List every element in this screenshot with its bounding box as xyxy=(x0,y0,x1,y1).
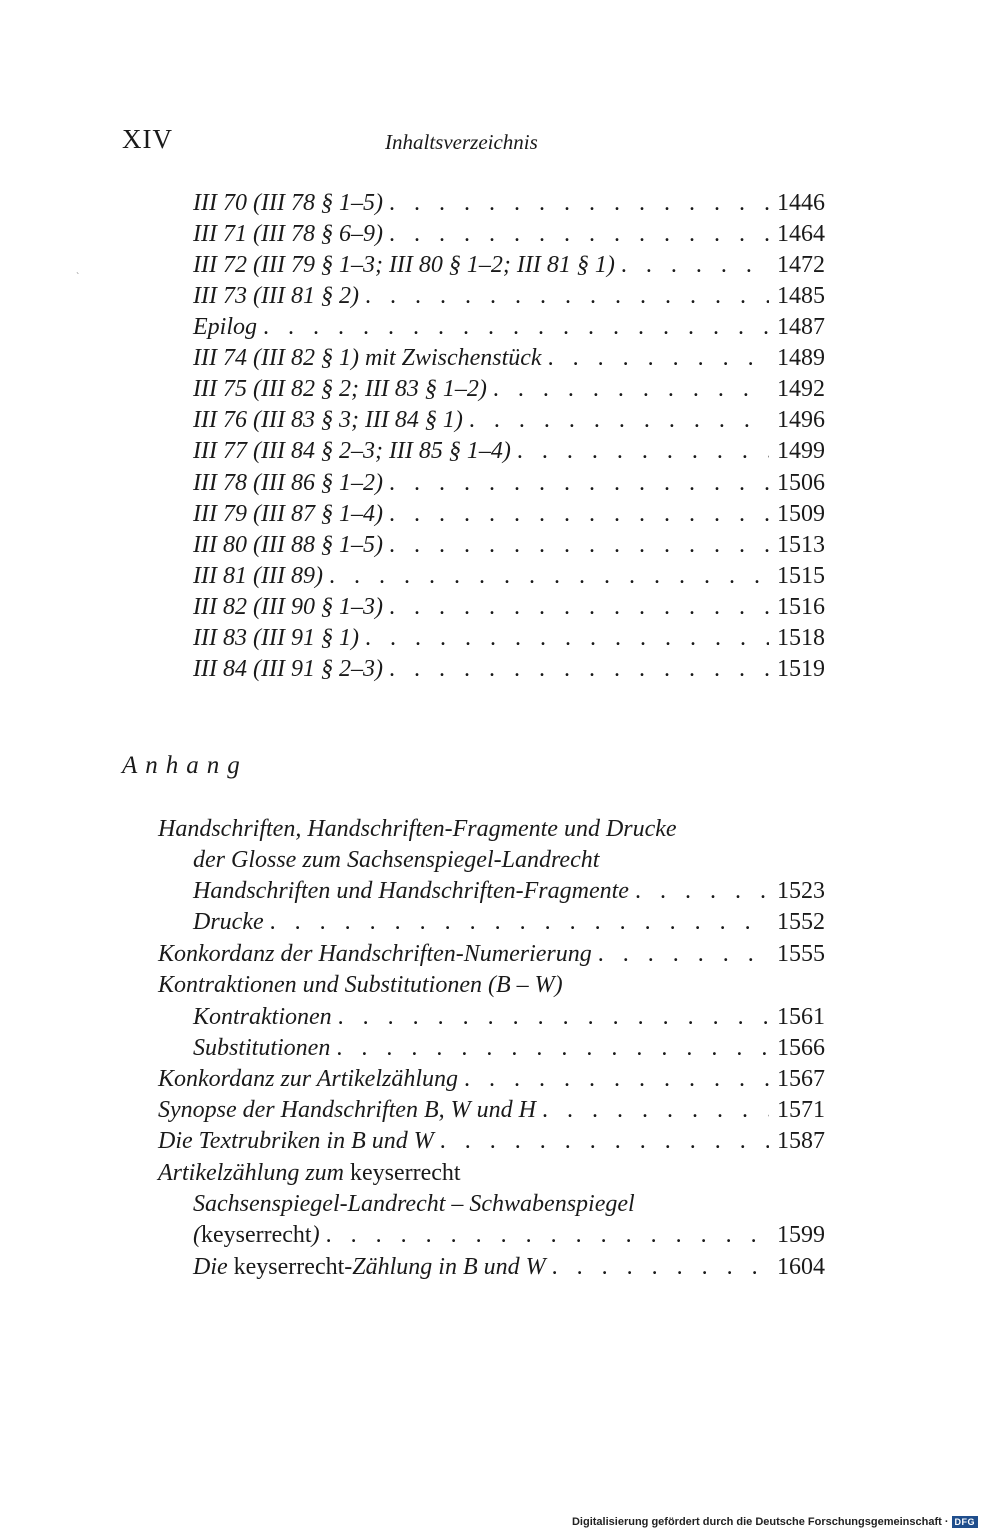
toc-entry-page: 1518 xyxy=(777,625,825,651)
dot-leader xyxy=(552,1252,769,1283)
toc-entry xyxy=(193,623,825,654)
toc-entry xyxy=(158,814,825,845)
toc-entry-label: Drucke xyxy=(193,909,264,935)
toc-entry xyxy=(193,907,825,938)
toc-entry xyxy=(193,1189,825,1220)
toc-entry xyxy=(193,654,825,685)
toc-entry-label: III 71 (III 78 § 6–9) xyxy=(193,221,383,247)
toc-entry-page: 1566 xyxy=(777,1035,825,1061)
dot-leader xyxy=(338,1002,769,1033)
toc-entry-label: III 70 (III 78 § 1–5) xyxy=(193,190,383,216)
toc-entry-page: 1516 xyxy=(777,594,825,620)
dot-leader xyxy=(389,499,769,530)
dot-leader xyxy=(464,1064,769,1095)
dot-leader xyxy=(389,219,769,250)
toc-entry-page: 1604 xyxy=(777,1254,825,1280)
toc-entry xyxy=(193,436,825,467)
toc-entry-label: III 83 (III 91 § 1) xyxy=(193,625,359,651)
toc-entry-label: Kontraktionen xyxy=(193,1004,332,1030)
toc-entry-page: 1561 xyxy=(777,1004,825,1030)
toc-entry xyxy=(158,970,825,1001)
toc-entry xyxy=(193,405,825,436)
toc-entry-label xyxy=(158,1158,467,1189)
dfg-logo: DFG xyxy=(952,1516,979,1528)
appendix-heading: Anhang xyxy=(122,752,248,779)
dot-leader xyxy=(635,876,769,907)
dot-leader xyxy=(365,623,769,654)
toc-entry-page: 1485 xyxy=(777,283,825,309)
toc-entry xyxy=(193,468,825,499)
toc-entry-page: 1446 xyxy=(777,190,825,216)
toc-entry-page: 1515 xyxy=(777,563,825,589)
toc-entry-label xyxy=(193,1252,552,1283)
dot-leader xyxy=(389,468,769,499)
dot-leader xyxy=(365,281,769,312)
toc-entry-label: III 77 (III 84 § 2–3; III 85 § 1–4) xyxy=(193,438,511,464)
toc-entry-page: 1489 xyxy=(777,345,825,371)
toc-entry-label: III 82 (III 90 § 1–3) xyxy=(193,594,383,620)
dot-leader xyxy=(326,1220,769,1251)
toc-entry-label: Handschriften, Handschriften-Fragmente und Drucke xyxy=(158,816,677,842)
toc-entry xyxy=(193,188,825,219)
dot-leader xyxy=(389,530,769,561)
toc-entry-page: 1567 xyxy=(777,1066,825,1092)
toc-entry xyxy=(193,845,825,876)
toc-entry-page: 1587 xyxy=(777,1128,825,1154)
toc-entry xyxy=(158,939,825,970)
dot-leader xyxy=(598,939,769,970)
toc-entry-label-part: ) xyxy=(311,1222,320,1248)
toc-entry-label: Konkordanz zur Artikelzählung xyxy=(158,1066,459,1092)
toc-entry xyxy=(193,592,825,623)
toc-entry xyxy=(193,281,825,312)
dot-leader xyxy=(389,188,769,219)
dot-leader xyxy=(548,343,769,374)
dot-leader xyxy=(621,250,769,281)
dot-leader xyxy=(389,654,769,685)
dot-leader xyxy=(263,312,769,343)
toc-entry-label: III 76 (III 83 § 3; III 84 § 1) xyxy=(193,407,463,433)
toc-entry xyxy=(193,374,825,405)
margin-mark: ` xyxy=(76,272,80,283)
toc-entry-page: 1506 xyxy=(777,470,825,496)
toc-entry-label: Epilog xyxy=(193,314,257,340)
toc-entry-label: Konkordanz der Handschriften-Numerierung xyxy=(158,941,592,967)
toc-entry xyxy=(193,530,825,561)
page-number: XIV xyxy=(122,124,173,154)
toc-entry-label: III 78 (III 86 § 1–2) xyxy=(193,470,383,496)
toc-entry-page: 1519 xyxy=(777,656,825,682)
toc-entry-label: Substitutionen xyxy=(193,1035,331,1061)
toc-entry xyxy=(158,1095,825,1126)
dot-leader xyxy=(542,1095,769,1126)
toc-entry-label: der Glosse zum Sachsenspiegel-Landrecht xyxy=(193,847,600,873)
toc-entry-page: 1552 xyxy=(777,909,825,935)
toc-entry xyxy=(193,343,825,374)
toc-entry-label-roman: keyserrecht xyxy=(233,1254,345,1280)
toc-entry-label: Handschriften und Handschriften-Fragmente xyxy=(193,878,629,904)
toc-entry-page: 1492 xyxy=(777,376,825,402)
toc-entry-page: 1513 xyxy=(777,532,825,558)
toc-entry xyxy=(193,219,825,250)
toc-entry-label: III 74 (III 82 § 1) mit Zwischenstück xyxy=(193,345,542,371)
dot-leader xyxy=(517,436,769,467)
toc-entry-label-part: Die xyxy=(193,1254,234,1280)
toc-entry xyxy=(193,312,825,343)
toc-entry xyxy=(193,499,825,530)
toc-entry-label-roman: keyserrecht xyxy=(201,1222,312,1248)
toc-entry xyxy=(193,561,825,592)
toc-entry xyxy=(193,1252,825,1283)
toc-entry-label: III 73 (III 81 § 2) xyxy=(193,283,359,309)
toc-entry-page: 1571 xyxy=(777,1097,825,1123)
dot-leader xyxy=(389,592,769,623)
toc-entry-label-roman: keyserrecht xyxy=(350,1160,461,1186)
running-title: Inhaltsverzeichnis xyxy=(385,130,538,154)
dot-leader xyxy=(336,1033,769,1064)
digitization-text: Digitalisierung gefördert durch die Deutsche Forschungsgemeinschaft · xyxy=(571,1516,949,1528)
toc-entry-page: 1496 xyxy=(777,407,825,433)
toc-entry-page: 1555 xyxy=(777,941,825,967)
toc-entry-label: III 72 (III 79 § 1–3; III 80 § 1–2; III 81 § 1) xyxy=(193,252,615,278)
toc-entry xyxy=(193,876,825,907)
toc-entry-page: 1523 xyxy=(777,878,825,904)
toc-entry-label: Synopse der Handschriften B, W und H xyxy=(158,1097,536,1123)
toc-entry-label: III 75 (III 82 § 2; III 83 § 1–2) xyxy=(193,376,487,402)
toc-entry xyxy=(193,1002,825,1033)
toc-entry xyxy=(158,1064,825,1095)
dot-leader xyxy=(270,907,769,938)
toc-entry-page: 1499 xyxy=(777,438,825,464)
toc-entry-label-part: ( xyxy=(193,1222,201,1248)
toc-entry xyxy=(193,1033,825,1064)
dot-leader xyxy=(329,561,769,592)
toc-entry xyxy=(158,1126,825,1157)
toc-entry-page: 1509 xyxy=(777,501,825,527)
dot-leader xyxy=(469,405,769,436)
toc-entry xyxy=(158,1158,825,1189)
toc-entry-page: 1472 xyxy=(777,252,825,278)
toc-entry-page: 1464 xyxy=(777,221,825,247)
toc-entry-label: III 80 (III 88 § 1–5) xyxy=(193,532,383,558)
toc-entry-label: Sachsenspiegel-Landrecht – Schwabenspiegel xyxy=(193,1191,635,1217)
toc-entry-label: III 84 (III 91 § 2–3) xyxy=(193,656,383,682)
toc-entry-label-part: Artikelzählung zum xyxy=(158,1160,350,1186)
dot-leader xyxy=(440,1126,769,1157)
toc-entry-label: III 81 (III 89) xyxy=(193,563,323,589)
toc-entry-label: III 79 (III 87 § 1–4) xyxy=(193,501,383,527)
toc-entry-page: 1487 xyxy=(777,314,825,340)
toc-entry-label xyxy=(193,1220,326,1251)
toc-entry xyxy=(193,1220,825,1251)
toc-entry-label: Die Textrubriken in B und W xyxy=(158,1128,434,1154)
digitization-banner xyxy=(572,1516,978,1528)
dot-leader xyxy=(493,374,769,405)
toc-entry-label: Kontraktionen und Substitutionen (B – W) xyxy=(158,972,563,998)
toc-entry-page: 1599 xyxy=(777,1222,825,1248)
toc-entry xyxy=(193,250,825,281)
toc-entry-label-part: -Zählung in B und W xyxy=(344,1254,546,1280)
